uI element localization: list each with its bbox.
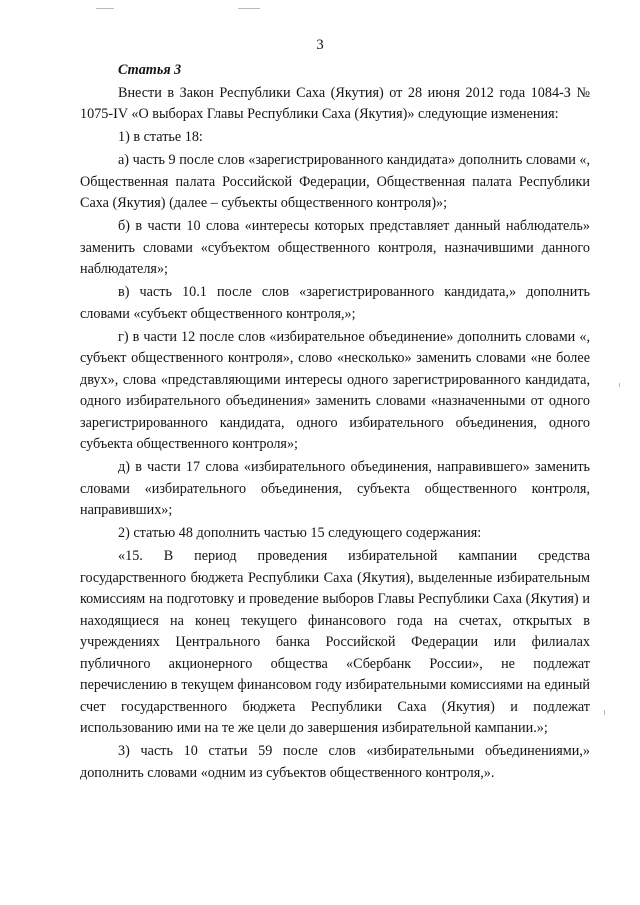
article-paragraph: 1) в статье 18: (118, 129, 203, 145)
article-paragraph: 3) часть 10 статьи 59 после слов «избирательными объединениями,» дополнить словами «одним из субъектов общественного контроля,». (80, 743, 590, 781)
article-paragraph: Внести в Закон Республики Саха (Якутия) от 28 июня 2012 года 1084-З № 1075-IV «О выборах Главы Республики Саха (Якутия)» следующие изменения: (80, 84, 590, 122)
article-paragraph: 2) статью 48 дополнить частью 15 следующего содержания: (118, 525, 482, 541)
page-number: 3 (316, 37, 324, 53)
scan-artifact (238, 8, 260, 9)
article-body (80, 60, 590, 786)
scan-artifact (619, 383, 620, 387)
scan-artifact (96, 8, 114, 9)
article-paragraph: г) в части 12 после слов «избирательное объединение» дополнить словами «, субъект общественного контроля», слово «несколько» заменить словами «не более двух», слова «представляющими интересы одного зарегистрированного кандидата, одного избирательного объединения» заменить словами «назначенными от одного зарегистрированного кандидата, одного избирательного объединения, одного субъекта общественного контроля»; (80, 328, 590, 452)
article-paragraph: б) в части 10 слова «интересы которых представляет данный наблюдатель» заменить словами «субъектом общественного контроля, назначившими данного наблюдателя»; (80, 218, 590, 277)
article-paragraph: «15. В период проведения избирательной кампании средства государственного бюджета Республики Саха (Якутия), выделенные избирательным комиссиям на подготовку и проведение выборов Главы Республики Саха (Якутия) и находящиеся на конец текущего финансового года на счетах, открытых в учреждениях Центрального банка Российской Федерации или филиалах публичного акционерного общества «Сбербанк России», не подлежат перечислению в текущем финансовом году избирательными комиссиями на единый счет государственного бюджета Республики Саха (Якутия) и подлежат использованию ими на те же цели до завершения избирательной кампании.»; (80, 548, 590, 736)
article-paragraph: в) часть 10.1 после слов «зарегистрированного кандидата,» дополнить словами «субъект общественного контроля,»; (80, 284, 590, 322)
scan-artifact (604, 710, 605, 715)
article-title: Статья 3 (118, 62, 182, 78)
article-paragraph: д) в части 17 слова «избирательного объединения, направившего» заменить словами «избирательного объединения, субъекта общественного контроля, направивших»; (80, 459, 590, 518)
article-paragraph: а) часть 9 после слов «зарегистрированного кандидата» дополнить словами «, Общественная палата Российской Федерации, Общественная палата Республики Саха (Якутия) (далее – субъекты общественного контроля)»; (80, 152, 590, 211)
